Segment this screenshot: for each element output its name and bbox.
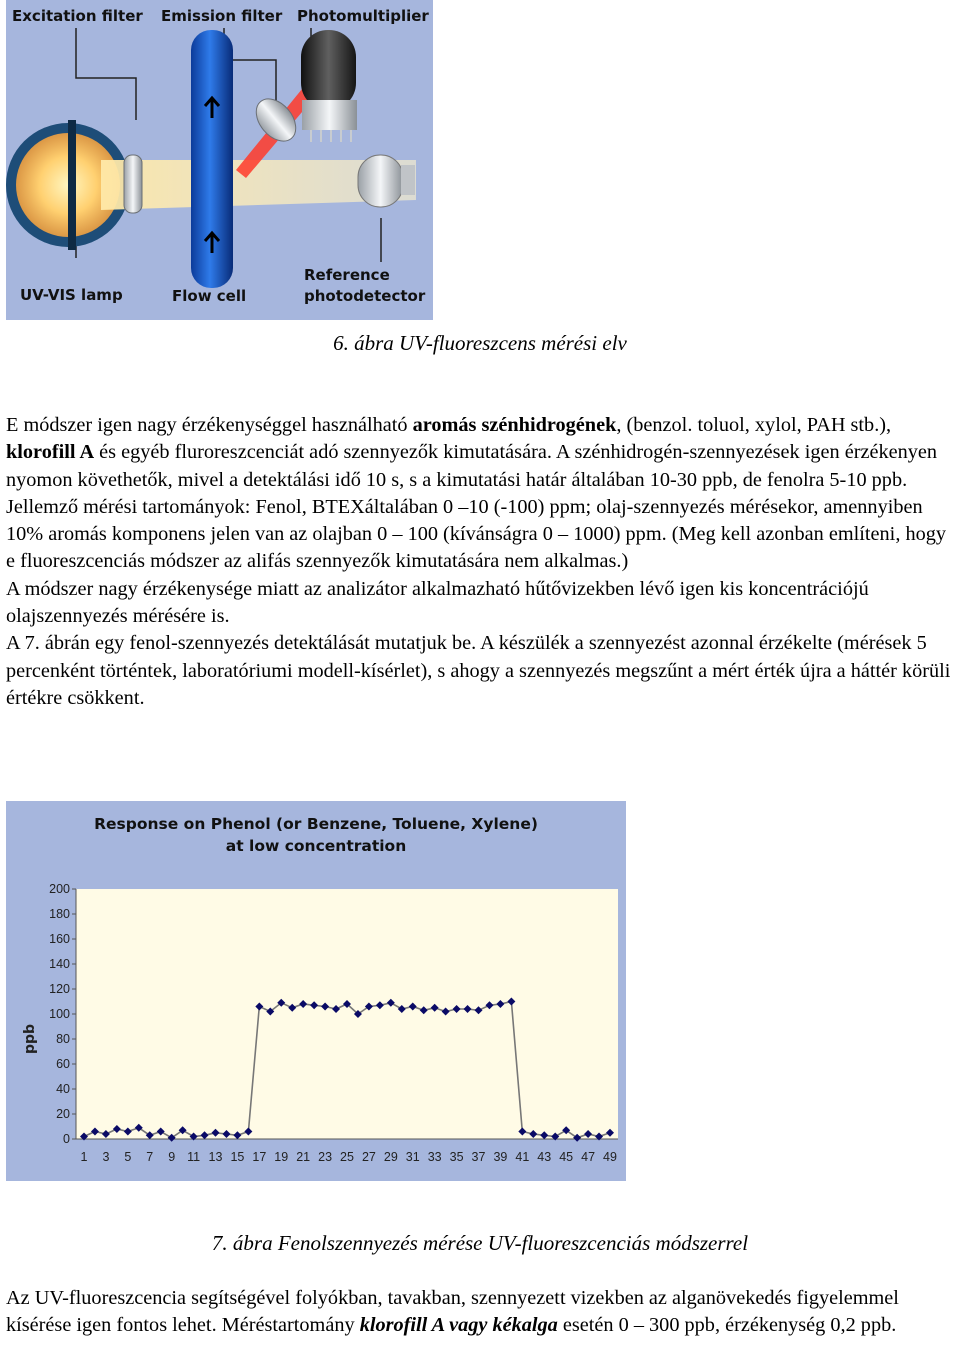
text-span: E módszer igen nagy érzékenységgel használható <box>6 414 413 436</box>
reference-label-line1: Reference <box>304 266 390 284</box>
x-tick-label: 17 <box>252 1150 267 1164</box>
bold-italic-term: klorofill A vagy kékalga <box>359 1314 558 1337</box>
y-tick-label: 160 <box>49 932 70 946</box>
body-text <box>6 412 956 712</box>
x-tick-label: 39 <box>493 1150 508 1164</box>
figure6-caption: 6. ábra UV-fluoreszcens mérési elv <box>333 331 627 355</box>
photomultiplier-tube <box>301 30 356 110</box>
x-tick-label: 5 <box>124 1150 132 1164</box>
x-tick-label: 47 <box>581 1150 596 1164</box>
figure7-caption: 7. ábra Fenolszennyezés mérése UV-fluoreszcenciás módszerrel <box>211 1231 749 1255</box>
y-tick-label: 180 <box>49 907 70 921</box>
text-span: és egyéb fluroreszcenciát adó szennyezők kimutatására. A szénhidrogén-szennyezések igen érzékenyen nyomon követhetők, mivel a detektálási idő 10 s, s a kimutatási határ általában 10-30 ppb, de fenolra 5-10 ppb. <box>6 441 938 491</box>
x-tick-label: 49 <box>603 1150 617 1164</box>
x-tick-label: 35 <box>449 1150 464 1164</box>
emission-filter-label: Emission filter <box>161 7 283 25</box>
x-tick-label: 23 <box>318 1150 333 1164</box>
flow-cell-label: Flow cell <box>172 287 247 305</box>
x-tick-label: 27 <box>361 1150 376 1164</box>
chart-title-line2: at low concentration <box>225 837 407 855</box>
bold-term: klorofill A <box>6 441 95 464</box>
y-tick-label: 80 <box>56 1032 70 1046</box>
y-tick-label: 140 <box>49 957 70 971</box>
closing-text <box>6 1285 956 1340</box>
x-tick-label: 13 <box>208 1150 223 1164</box>
plot-area <box>76 889 618 1139</box>
excitation-filter-label: Excitation filter <box>12 7 143 25</box>
x-tick-label: 37 <box>471 1150 486 1164</box>
text-span: , (benzol. toluol, xylol, PAH stb.), <box>616 414 892 436</box>
y-tick-label: 100 <box>49 1007 70 1021</box>
chart-plot <box>6 801 626 1181</box>
x-tick-label: 41 <box>515 1150 530 1164</box>
chart-title-line1: Response on Phenol (or Benzene, Toluene, Xylene) <box>94 815 538 833</box>
y-tick-label: 20 <box>56 1107 70 1121</box>
x-tick-label: 45 <box>559 1150 574 1164</box>
bold-term: aromás szénhidrogének <box>412 414 617 436</box>
y-tick-label: 200 <box>49 882 70 896</box>
closing-paragraph <box>6 1285 956 1340</box>
x-tick-label: 1 <box>80 1150 88 1164</box>
x-tick-label: 31 <box>405 1150 420 1164</box>
x-tick-label: 7 <box>146 1150 154 1164</box>
reference-photodetector <box>358 155 403 207</box>
y-axis-label: ppb <box>22 1023 38 1055</box>
x-tick-label: 3 <box>102 1150 110 1164</box>
x-tick-label: 11 <box>187 1150 201 1164</box>
paragraph-4: A 7. ábrán egy fenol-szennyezés detektálását mutatjuk be. A készülék a szennyezést azonnal érzékelte (mérések 5 percenként történtek, laboratóriumi modell-kísérlet), s ahogy a szennyezés megszűnt a mért érték újra a háttér körüli értékre csökkent. <box>6 632 951 709</box>
y-tick-label: 40 <box>56 1082 70 1096</box>
uv-vis-lamp-label: UV-VIS lamp <box>20 286 123 304</box>
x-tick-label: 19 <box>274 1150 289 1164</box>
x-tick-label: 29 <box>383 1150 398 1164</box>
x-tick-label: 33 <box>427 1150 442 1164</box>
x-tick-label: 15 <box>230 1150 245 1164</box>
x-tick-label: 21 <box>296 1150 311 1164</box>
paragraph-2: Jellemző mérési tartományok: Fenol, BTEXáltalában 0 –10 (-100) ppm; olaj-szennyezés mérésekor, amennyiben 10% aromás komponens jelen van az olajban 0 – 100 (kívánságra 0 – 1000) ppm. (Meg kell azonban említeni, hogy e fluoreszcenciás módszer az alifás szennyezők kimutatására nem alkalmas.) <box>6 495 947 573</box>
paragraph-3: A módszer nagy érzékenysége miatt az analizátor alkalmazható hűtővizekben lévő igen kis koncentrációjú olajszennyezés mérésére is. <box>6 577 869 628</box>
phenol-response-chart <box>6 801 626 1181</box>
y-tick-label: 60 <box>56 1057 70 1071</box>
x-tick-label: 9 <box>168 1150 176 1164</box>
reference-label-line2: photodetector <box>304 287 426 305</box>
paragraph-1 <box>6 412 956 494</box>
fluorescence-principle-figure <box>6 0 433 320</box>
x-tick-label: 25 <box>340 1150 354 1164</box>
y-tick-label: 120 <box>49 982 70 996</box>
photomultiplier-label: Photomultiplier <box>297 7 429 25</box>
y-tick-label: 0 <box>63 1132 70 1146</box>
x-tick-label: 43 <box>537 1150 552 1164</box>
text-span: Az UV-fluoreszcencia segítségével folyókban, tavakban, szennyezett vizekben az alganövekedés figyelemmel kísérése igen fontos lehet. Méréstartomány <box>6 1287 899 1337</box>
text-span: esetén 0 – 300 ppb, érzékenység 0,2 ppb. <box>557 1314 897 1337</box>
